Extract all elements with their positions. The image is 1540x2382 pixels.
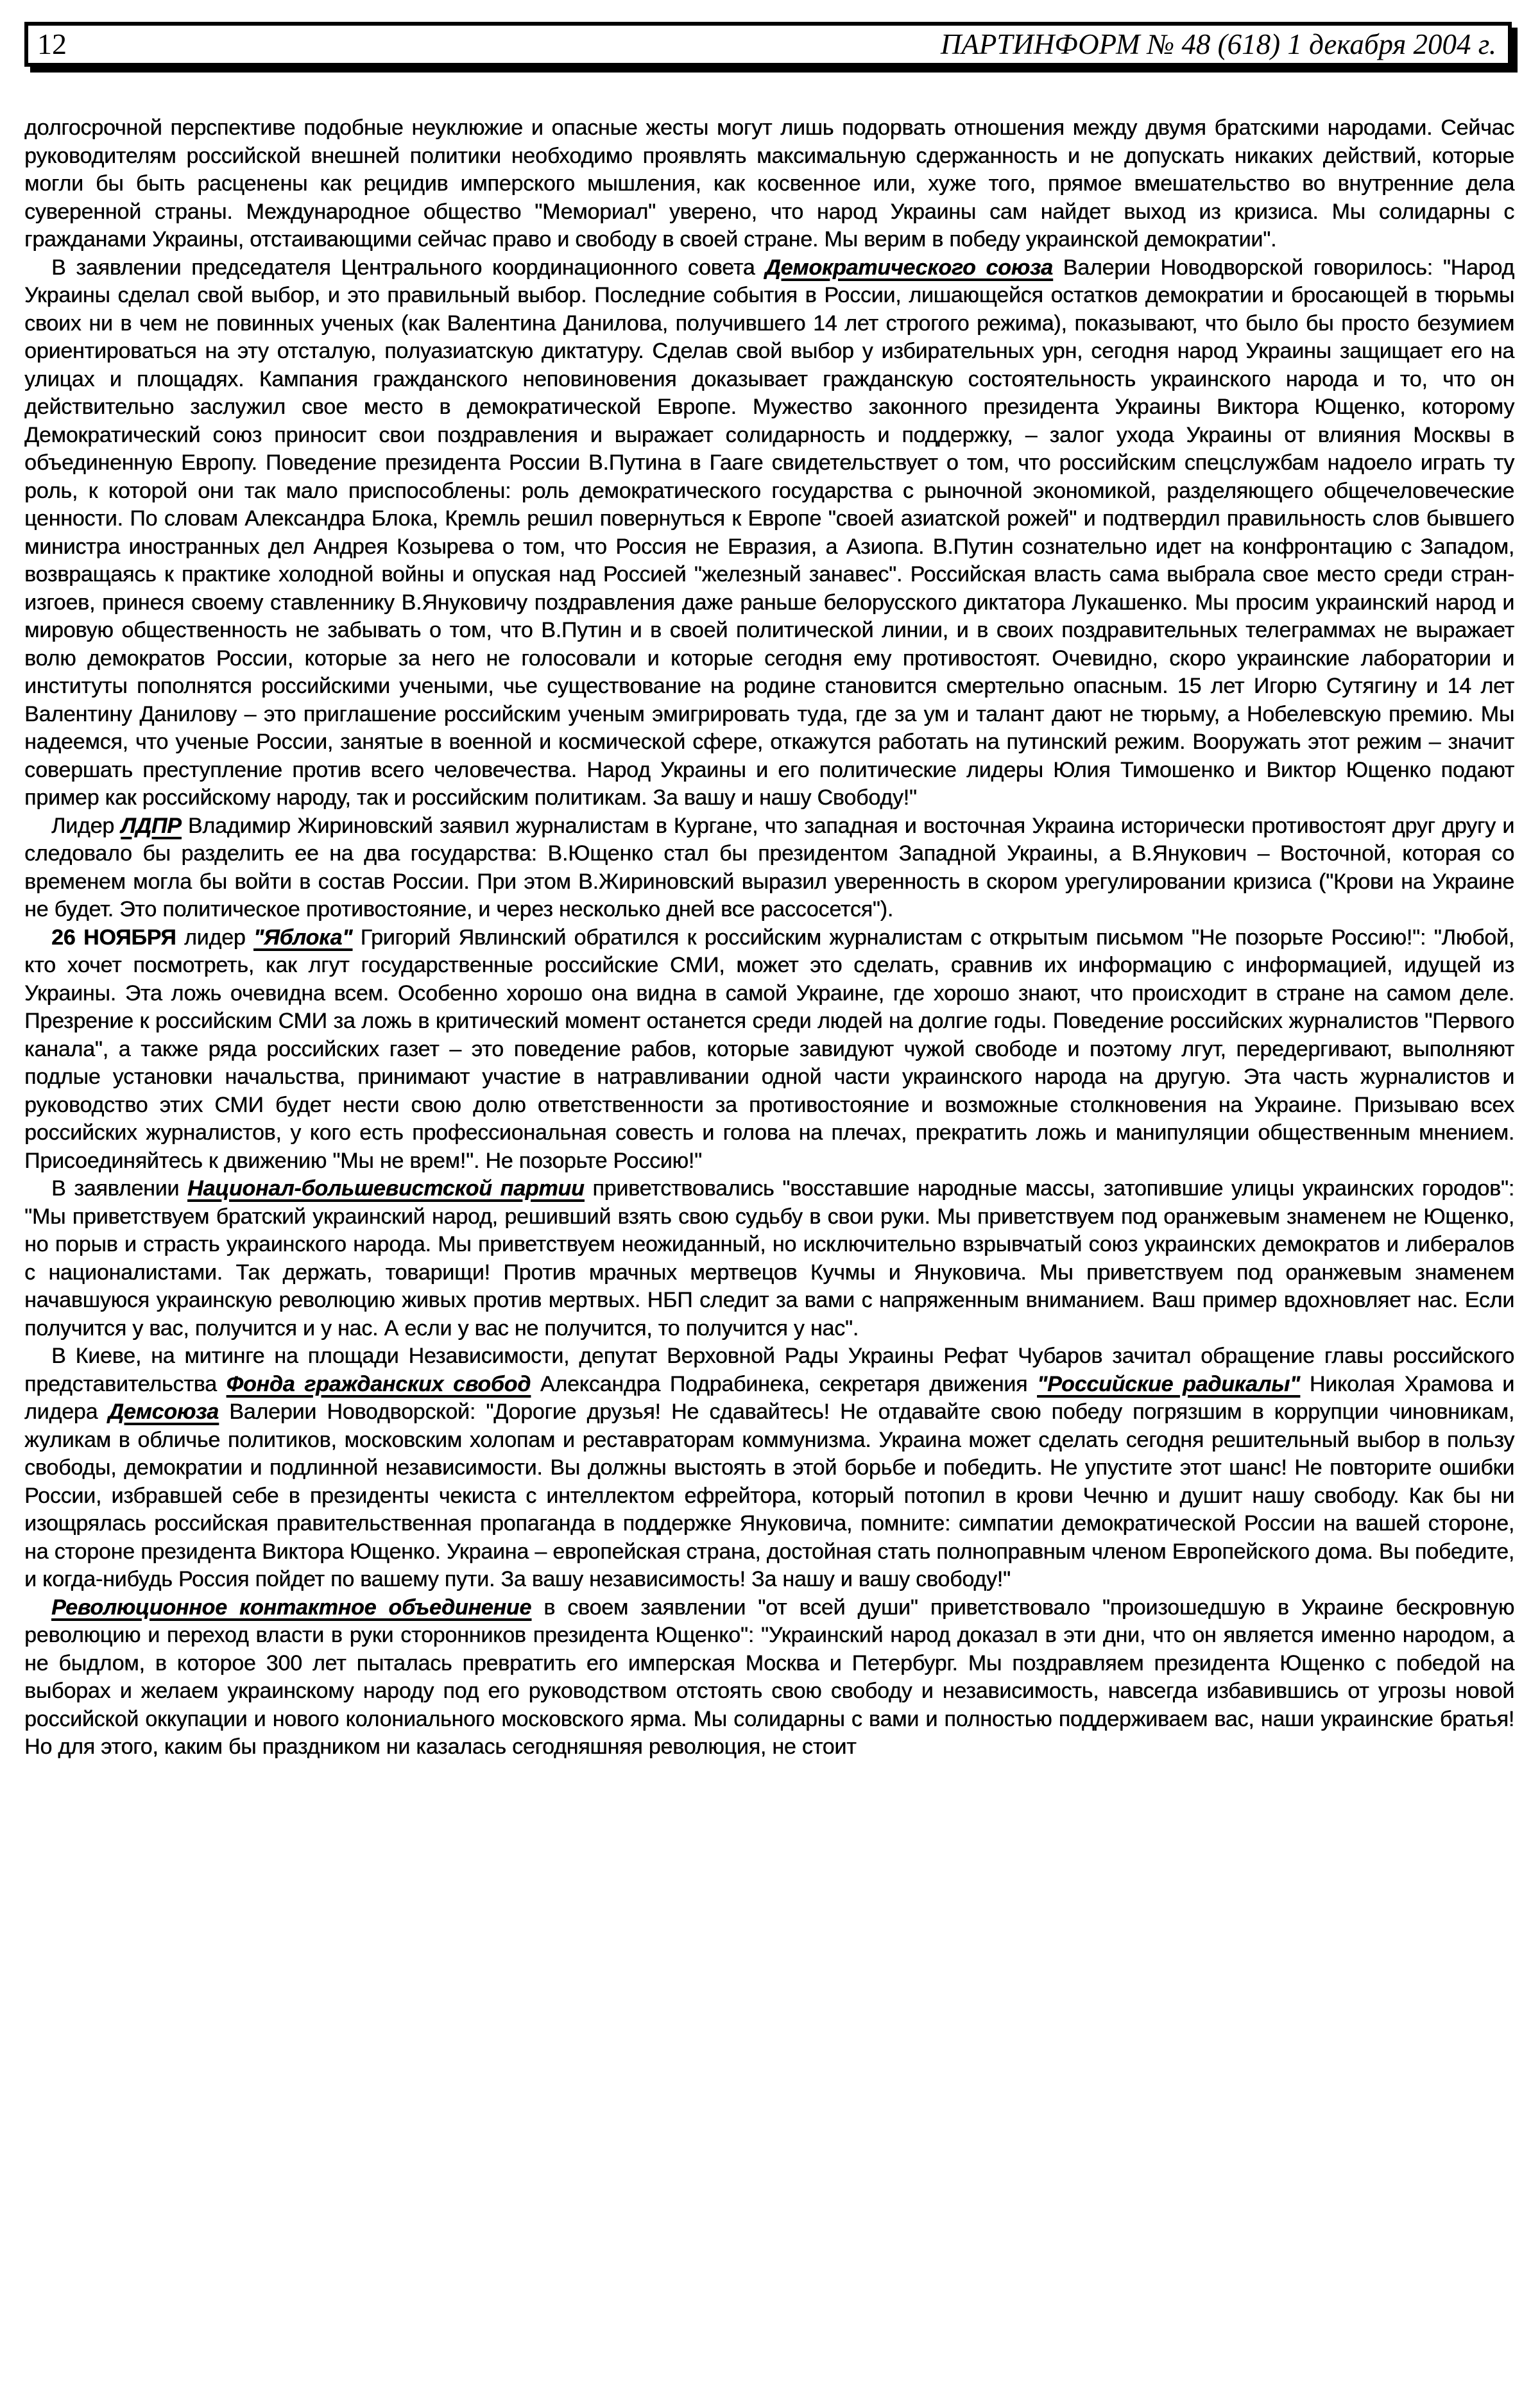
text-segment: Валерии Новодворской: "Дорогие друзья! Не сдавайтесь! Не отдавайте свою победу погрязшим в коррупции чиновникам, жуликам в обличье политиков, московским холопам и реставраторам коммунизма. Украина может сделать сегодня решительный выбор в пользу свободы, демократии и подлинной независимости. Вы должны выстоять в этой борьбе и победить. Не упустите этот шанс! Не повторите ошибки России, избравшей себе в президенты чекиста с интеллектом ефрейтора, который потопил в крови Чечню и душит нашу свободу. Как бы ни изощрялась российская правительственная пропаганда в поддержке Януковича, помните: симпатии демократической России на вашей стороне, на стороне президента Виктора Ющенко. Украина – европейская страна, достойная стать полноправным членом Европейского дома. Вы победите, и когда-нибудь Россия пойдет по вашему пути. За вашу независимость! За нашу и вашу свободу!" [24, 1400, 1514, 1591]
paragraph [24, 254, 1514, 812]
text-segment: В заявлении председателя Центрального координационного совета [51, 255, 766, 280]
organization-name-emphasis: Демократического союза [765, 255, 1053, 280]
text-segment: долгосрочной перспективе подобные неуклюжие и опасные жесты могут лишь подорвать отношения между двумя братскими народами. Сейчас руководителям российской внешней политики необходимо проявлять максимальную сдержанность и не допускать никаких действий, которые могли бы быть расценены как рецидив имперского мышления, как косвенное или, хуже того, прямое вмешательство во внутренние дела суверенной страны. Международное общество "Мемориал" уверено, что народ Украины сам найдет выход из кризиса. Мы солидарны с гражданами Украины, отстаивающими сейчас право и свободу в своей стране. Мы верим в победу украинской демократии". [24, 116, 1514, 252]
text-segment: В Киеве, на митинге на площади Независимости, депутат Верховной Рады Украины Рефат Чубаров зачитал обращение главы российского представительства [24, 1344, 1514, 1396]
organization-name-emphasis: "Яблока" [253, 925, 353, 950]
text-segment: Валерии Новодворской говорилось: "Народ Украины сделал свой выбор, и это правильный выбор. Последние события в России, лишающейся остатков демократии и бросающей в тюрьмы своих ни в чем не повинных ученых (как Валентина Данилова, получившего 14 лет строгого режима), показывают, что было бы просто безумием ориентироваться на эту отсталую, полуазиатскую диктатуру. Сделав свой выбор у избирательных урн, сегодня народ Украины защищает его на улицах и площадях. Кампания гражданского неповиновения доказывает гражданскую состоятельность украинского народа и то, что он действительно заслужил свое место в демократической Европе. Мужество законного президента Украины Виктора Ющенко, которому Демократический союз приносит свои поздравления и выражает солидарность и поддержку, – залог ухода Украины от влияния Москвы в объединенную Европу. Поведение президента России В.Путина в Гааге свидетельствует о том, что российским спецслужбам надоело играть ту роль, к которой они так мало приспособлены: роль демократического государства с рыночной экономикой, разделяющего общечеловеческие ценности. По словам Александра Блока, Кремль решил повернуться к Европе "своей азиатской рожей" и подтвердил правильность слов бывшего министра иностранных дел Андрея Козырева о том, что Россия не Евразия, а Азиопа. В.Путин сознательно идет на конфронтацию с Западом, возвращаясь к практике холодной войны и опуская над Россией "железный занавес". Российская власть сама выбрала свое место среди стран-изгоев, принеся своему ставленнику В.Януковичу поздравления даже раньше белорусского диктатора Лукашенко. Мы просим украинский народ и мировую общественность не забывать о том, что В.Путин и в своей политической линии, и в своих поздравительных телеграммах не выражает волю демократов России, которые за него не голосовали и которые сегодня ему противостоят. Очевидно, скоро украинские лаборатории и институты пополнятся российскими учеными, чье существование на родине становится смертельно опасным. 15 лет Игорю Сутягину и 14 лет Валентину Данилову – это приглашение российским ученым эмигрировать туда, где за ум и талант дают не тюрьму, а Нобелевскую премию. Мы надеемся, что ученые России, занятые в военной и космической сфере, откажутся работать на путинский режим. Вооружать этот режим – значит совершать преступление против всего человечества. Народ Украины и его политические лидеры Юлия Тимошенко и Виктор Ющенко подают пример как российскому народу, так и российским политикам. За вашу и нашу Свободу!" [24, 255, 1514, 810]
text-segment: Григорий Явлинский обратился к российским журналистам с открытым письмом "Не позорьте Россию!": "Любой, кто хочет посмотреть, как лгут государственные российские СМИ, может это сделать, сравнив их информацию с информацией, идущей из Украины. Эта ложь очевидна всем. Особенно хорошо она видна в самой Украине, где хорошо знают, что происходит в стране на самом деле. Презрение к российским СМИ за ложь в критический момент останется среди людей на долгие годы. Поведение российских журналистов "Первого канала", а также ряда российских газет – это поведение рабов, которые завидуют чужой свободе и поэтому лгут, передергивают, выполняют подлые установки начальства, принимают участие в натравливании одной части украинского народа на другую. Эта часть журналистов и руководство этих СМИ будет нести свою долю ответственности за противостояние и возможные столкновения на Украине. Призываю всех российских журналистов, у кого есть профессиональная совесть и голова на плечах, прекратить ложь и манипуляции общественным мнением. Присоединяйтесь к движению "Мы не врем!". Не позорьте Россию!" [24, 925, 1514, 1173]
organization-name-emphasis: Революционное контактное объединение [51, 1595, 532, 1620]
paragraph [24, 924, 1514, 1176]
paragraph [24, 1594, 1514, 1761]
organization-name-emphasis: ЛДПР [121, 813, 182, 838]
text-segment: Николая Храмова и лидера [24, 1371, 1514, 1424]
paragraph [24, 812, 1514, 924]
text-segment: Лидер [51, 813, 121, 838]
text-segment: В заявлении [51, 1176, 188, 1201]
text-segment: Владимир Жириновский заявил журналистам в Кургане, что западная и восточная Украина исторически противостоят друг другу и следовало бы разделить ее на два государства: В.Ющенко стал бы президентом Западной Украины, а В.Янукович – Восточной, которая со временем могла бы войти в состав России. При этом В.Жириновский выразил уверенность в скором урегулировании кризиса ("Крови на Украине не будет. Это политическое противостояние, и через несколько дней все рассосется"). [24, 813, 1514, 921]
organization-name-emphasis: Фонда гражданских свобод [226, 1371, 531, 1396]
page-number: 12 [37, 28, 67, 60]
organization-name-emphasis: Демсоюза [108, 1400, 219, 1424]
text-segment: 26 НОЯБРЯ [51, 925, 176, 950]
text-segment: лидер [176, 925, 254, 950]
text-segment: Александра Подрабинека, секретаря движения [531, 1371, 1038, 1396]
paragraph [24, 114, 1514, 254]
page-header [24, 22, 1512, 67]
text-segment: приветствовались "восставшие народные массы, затопившие улицы украинских городов": "Мы приветствуем братский украинский народ, решивший взять свою судьбу в свои руки. Мы приветствуем под оранжевым знаменем не Ющенко, но порыв и страсть украинского народа. Мы приветствуем неожиданный, но исключительно взрывчатый союз украинских демократов и либералов с националистами. Так держать, товарищи! Против мрачных мертвецов Кучмы и Януковича. Мы приветствуем под оранжевым знаменем начавшуюся украинскую революцию живых против мертвых. НБП следит за вами с напряженным вниманием. Ваш пример вдохновляет нас. Если получится у вас, получится и у нас. А если у вас не получится, то получится у нас". [24, 1176, 1514, 1341]
text-segment: в своем заявлении "от всей души" приветствовало "произошедшую в Украине бескровную революцию и переход власти в руки сторонников президента Ющенко": "Украинский народ доказал в эти дни, что он является именно народом, а не быдлом, в которое 300 лет пыталась превратить его имперская Москва и Петербург. Мы поздравляем президента Ющенко с победой на выборах и желаем украинскому народу под его руководством отстоять свою свободу и независимость, навсегда избавившись от угрозы новой российской оккупации и нового колониального московского ярма. Мы солидарны с вами и полностью поддерживаем вас, наши украинские братья! Но для этого, каким бы праздником ни казалась сегодняшняя революция, не стоит [24, 1595, 1514, 1759]
paragraph [24, 1175, 1514, 1342]
paragraph [24, 1342, 1514, 1594]
organization-name-emphasis: Национал-большевистской партии [187, 1176, 585, 1201]
newsletter-title: ПАРТИНФОРМ № 48 (618) 1 декабря 2004 г. [940, 28, 1496, 60]
article-body [24, 114, 1514, 1761]
organization-name-emphasis: "Российские радикалы" [1037, 1371, 1300, 1396]
